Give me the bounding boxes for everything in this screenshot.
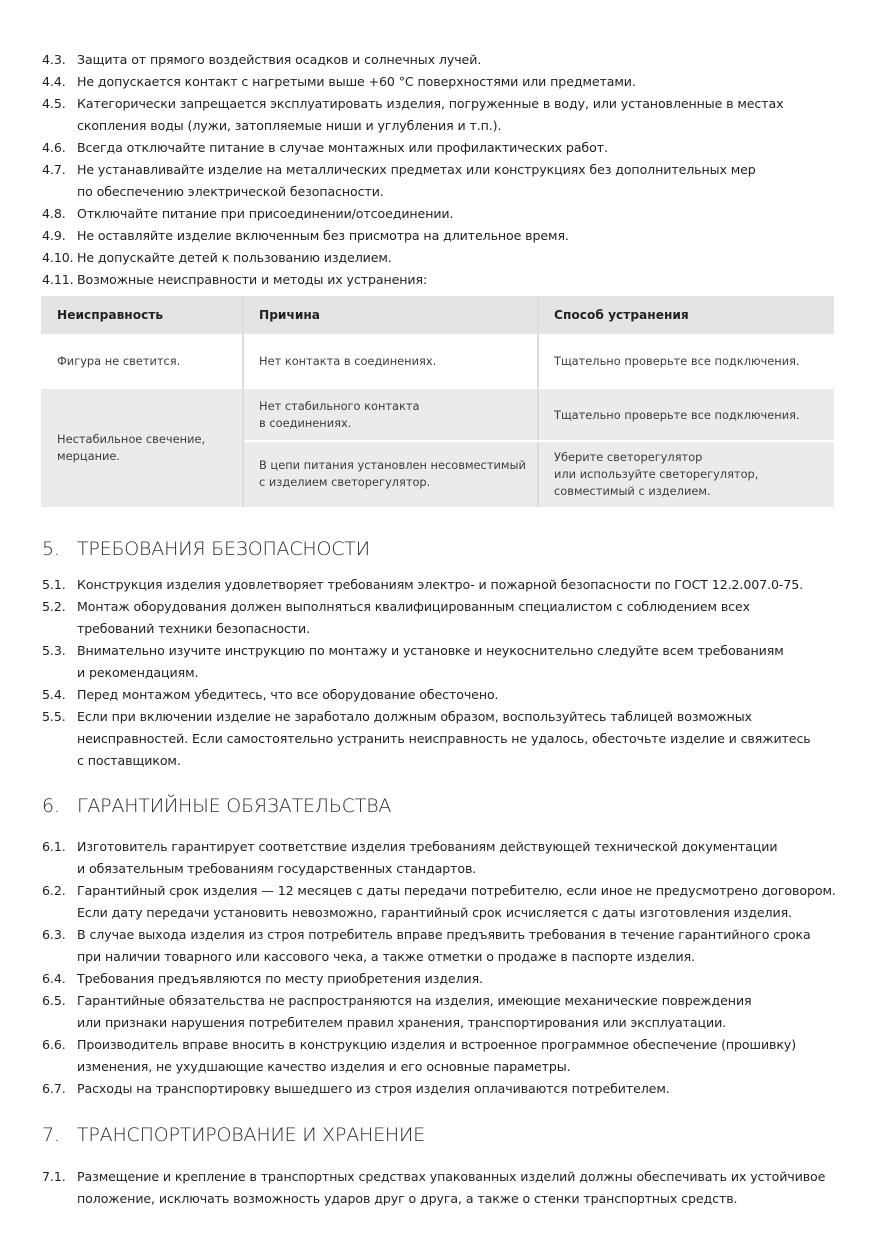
list-item: 6.7. Расходы на транспортировку вышедшего из строя изделия оплачиваются потребителем. xyxy=(42,1081,670,1096)
table-cell-cause: Нет контакта в соединениях. xyxy=(243,334,538,389)
list-item: 6.6. Производитель вправе вносить в конструкцию изделия и встроенное программное обеспечение (прошивку) изменения, не ухудшающие качество изделия и его основные параметры. xyxy=(42,1037,797,1074)
table-cell-fix: Уберите светорегулятор или используйте светорегулятор, совместимый с изделием. xyxy=(538,441,834,507)
list-item: 5.3. Внимательно изучите инструкцию по монтажу и установке и неукоснительно следуйте всем требованиям и рекомендациям. xyxy=(42,643,784,680)
list-item: 5.5. Если при включении изделие не заработало должным образом, воспользуйтесь таблицей возможных неисправностей. Если самостоятельно устранить неисправность не удалось, обесточьте изделие и свяжитесь с поставщиком. xyxy=(42,709,811,768)
list-item: 6.1. Изготовитель гарантирует соответствие изделия требованиям действующей технической документации и обязательным требованиям государственных стандартов. xyxy=(42,839,778,876)
table-divider xyxy=(244,440,834,442)
list-item: 4.8. Отключайте питание при присоединении/отсоединении. xyxy=(42,206,454,221)
table-header-cause: Причина xyxy=(243,296,538,334)
list-item: 6.4. Требования предъявляются по месту приобретения изделия. xyxy=(42,971,483,986)
list-item: 6.2. Гарантийный срок изделия — 12 месяцев с даты передачи потребителю, если иное не предусмотрено договором. Если дату передачи установить невозможно, гарантийный срок исчисляется с даты изготовления изделия. xyxy=(42,883,836,920)
table-cell-cause: В цепи питания установлен несовместимый с изделием светорегулятор. xyxy=(243,441,538,507)
list-item: 6.3. В случае выхода изделия из строя потребитель вправе предъявить требования в течение гарантийного срока при наличии товарного или кассового чека, а также отметки о продаже в паспорте изделия. xyxy=(42,927,811,964)
table-cell-cause: Нет стабильного контакта в соединениях. xyxy=(243,389,538,441)
list-item: 6.5. Гарантийные обязательства не распространяются на изделия, имеющие механические повреждения или признаки нарушения потребителем правил хранения, транспортирования или эксплуатации. xyxy=(42,993,752,1030)
list-item: 5.2. Монтаж оборудования должен выполняться квалифицированным специалистом с соблюдением всех требований техники безопасности. xyxy=(42,599,750,636)
section-heading: 5. ТРЕБОВАНИЯ БЕЗОПАСНОСТИ xyxy=(42,538,370,560)
section-heading: 6. ГАРАНТИЙНЫЕ ОБЯЗАТЕЛЬСТВА xyxy=(42,795,392,817)
table-cell-fix: Тщательно проверьте все подключения. xyxy=(538,334,834,389)
list-item: 4.7. Не устанавливайте изделие на металлических предметах или конструкциях без дополнительных мер по обеспечению электрической безопасности. xyxy=(42,162,756,199)
list-item: 4.10. Не допускайте детей к пользованию изделием. xyxy=(42,250,392,265)
list-item: 4.11. Возможные неисправности и методы их устранения: xyxy=(42,272,428,287)
list-item: 4.5. Категорически запрещается эксплуатировать изделия, погруженные в воду, или установленные в местах скопления воды (лужи, затопляемые ниши и углубления и т.п.). xyxy=(42,96,784,133)
troubleshooting-table xyxy=(41,296,834,507)
table-cell-fault: Нестабильное свечение, мерцание. xyxy=(41,389,243,507)
table-divider xyxy=(537,296,539,507)
list-item: 7.1. Размещение и крепление в транспортных средствах упакованных изделий должны обеспечивать их устойчивое положение, исключать возможность ударов друг о друга, а также о стенки транспортных средств. xyxy=(42,1169,826,1206)
list-item: 4.3. Защита от прямого воздействия осадков и солнечных лучей. xyxy=(42,52,482,67)
list-item: 5.1. Конструкция изделия удовлетворяет требованиям электро- и пожарной безопасности по ГОСТ 12.2.007.0-75. xyxy=(42,577,804,592)
table-header-fix: Способ устранения xyxy=(538,296,834,334)
section-heading: 7. ТРАНСПОРТИРОВАНИЕ И ХРАНЕНИЕ xyxy=(42,1124,425,1146)
table-divider xyxy=(242,296,244,507)
list-item: 4.9. Не оставляйте изделие включенным без присмотра на длительное время. xyxy=(42,228,569,243)
table-cell-fault: Фигура не светится. xyxy=(41,334,243,389)
list-item: 5.4. Перед монтажом убедитесь, что все оборудование обесточено. xyxy=(42,687,499,702)
table-cell-fix: Тщательно проверьте все подключения. xyxy=(538,389,834,441)
list-item: 4.4. Не допускается контакт с нагретыми выше +60 °С поверхностями или предметами. xyxy=(42,74,636,89)
table-header-fault: Неисправность xyxy=(41,296,243,334)
list-item: 4.6. Всегда отключайте питание в случае монтажных или профилактических работ. xyxy=(42,140,608,155)
